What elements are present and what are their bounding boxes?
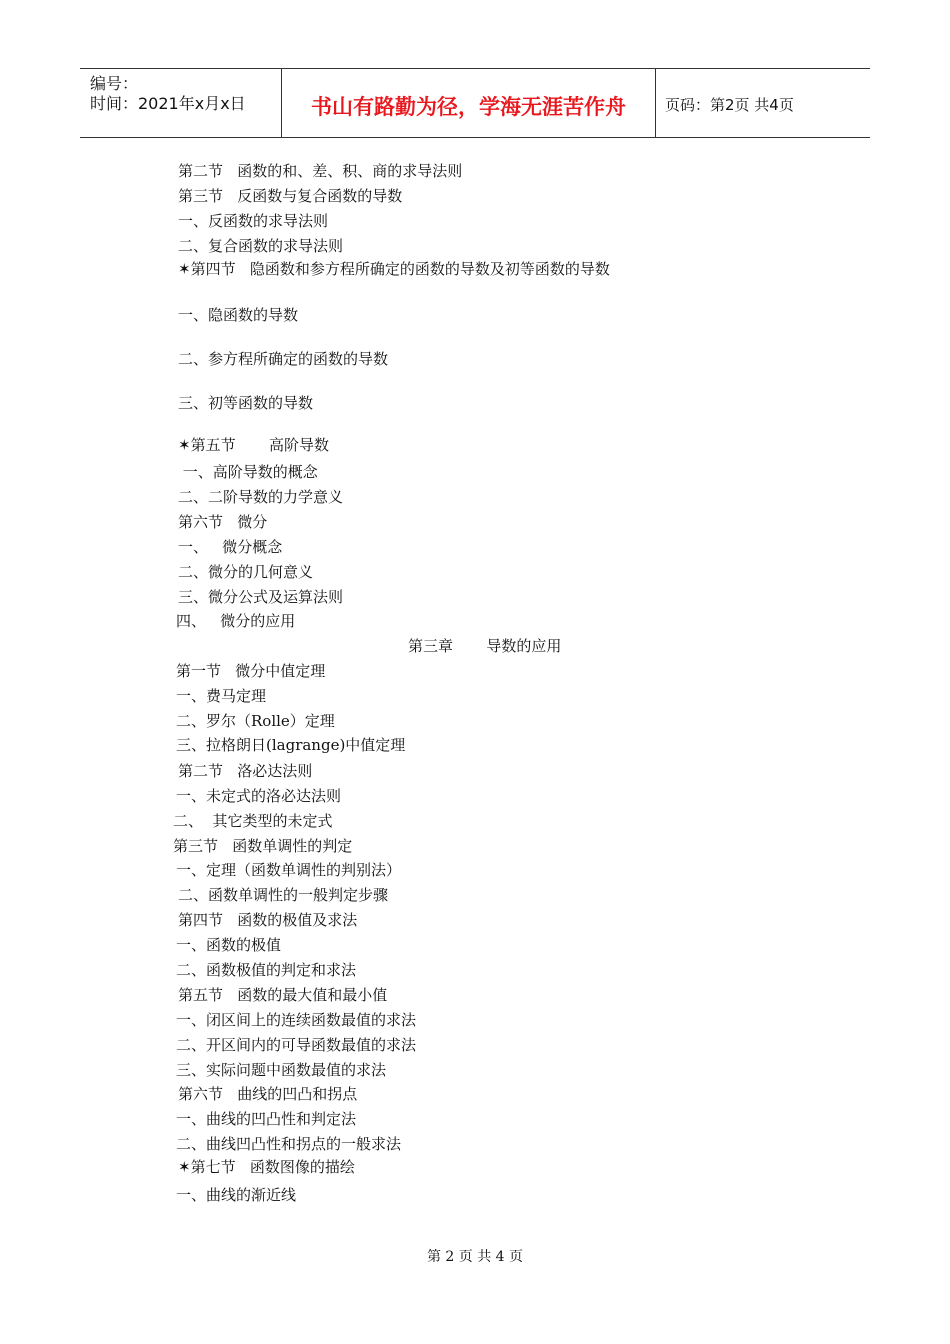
outline-line: ✶第四节 隐函数和参方程所确定的函数的导数及初等函数的导数 bbox=[178, 260, 610, 278]
outline-line: 三、初等函数的导数 bbox=[178, 394, 314, 412]
outline-line: 一、曲线的渐近线 bbox=[176, 1186, 297, 1204]
outline-line: 一、反函数的求导法则 bbox=[178, 212, 329, 230]
outline-line: ✶第七节 函数图像的描绘 bbox=[178, 1158, 355, 1176]
outline-line: 一、高阶导数的概念 bbox=[178, 463, 318, 481]
time-label: 时间：2021年x月x日 bbox=[90, 94, 246, 113]
header-middle-cell bbox=[281, 69, 656, 137]
outline-line: 二、罗尔（Rolle）定理 bbox=[176, 712, 335, 730]
outline-line: 二、开区间内的可导函数最值的求法 bbox=[176, 1036, 417, 1054]
outline-line: 第二节 洛必达法则 bbox=[178, 762, 313, 780]
chapter-title: 第三章 导数的应用 bbox=[408, 637, 562, 655]
header-right-cell bbox=[655, 69, 870, 137]
outline-line: 四、 微分的应用 bbox=[176, 612, 296, 630]
outline-line: 一、隐函数的导数 bbox=[178, 306, 299, 324]
outline-line: 第五节 函数的最大值和最小值 bbox=[178, 986, 388, 1004]
page-footer: 第 2 页 共 4 页 bbox=[426, 1249, 524, 1265]
number-label: 编号： bbox=[90, 74, 139, 93]
header-left-cell bbox=[80, 69, 281, 137]
outline-line: 一、未定式的洛必达法则 bbox=[176, 787, 342, 805]
outline-line: 一、函数的极值 bbox=[176, 936, 282, 954]
outline-line: 二、函数单调性的一般判定步骤 bbox=[178, 886, 389, 904]
outline-line: 二、微分的几何意义 bbox=[178, 563, 314, 581]
outline-line: 二、参方程所确定的函数的导数 bbox=[178, 350, 389, 368]
outline-line: 三、实际问题中函数最值的求法 bbox=[176, 1061, 387, 1079]
outline-line: 三、拉格朗日(lagrange)中值定理 bbox=[176, 736, 406, 754]
outline-line: 第六节 曲线的凹凸和拐点 bbox=[178, 1085, 358, 1103]
outline-line: 一、定理（函数单调性的判别法） bbox=[176, 861, 402, 879]
outline-line: 第六节 微分 bbox=[178, 513, 268, 531]
outline-line: 第四节 函数的极值及求法 bbox=[178, 911, 358, 929]
page-info: 页码：第2页 共4页 bbox=[665, 96, 794, 114]
outline-line: 三、微分公式及运算法则 bbox=[178, 588, 344, 606]
outline-line: 一、 微分概念 bbox=[178, 538, 283, 556]
outline-line: 二、二阶导数的力学意义 bbox=[178, 488, 344, 506]
outline-line: ✶第五节 高阶导数 bbox=[178, 436, 329, 454]
outline-line: 第三节 函数单调性的判定 bbox=[173, 837, 353, 855]
outline-line: 第二节 函数的和、差、积、商的求导法则 bbox=[178, 162, 463, 180]
outline-line: 二、 其它类型的未定式 bbox=[173, 812, 333, 830]
outline-line: 一、曲线的凹凸性和判定法 bbox=[176, 1110, 357, 1128]
outline-line: 第一节 微分中值定理 bbox=[176, 662, 326, 680]
page-header bbox=[80, 68, 870, 138]
outline-line: 一、费马定理 bbox=[176, 687, 267, 705]
motto-text: 书山有路勤为径，学海无涯苦作舟 bbox=[311, 95, 626, 119]
outline-line: 二、曲线凹凸性和拐点的一般求法 bbox=[176, 1135, 402, 1153]
outline-line: 一、闭区间上的连续函数最值的求法 bbox=[176, 1011, 417, 1029]
outline-line: 第三节 反函数与复合函数的导数 bbox=[178, 187, 403, 205]
outline-line: 二、复合函数的求导法则 bbox=[178, 237, 344, 255]
outline-line: 二、函数极值的判定和求法 bbox=[176, 961, 357, 979]
